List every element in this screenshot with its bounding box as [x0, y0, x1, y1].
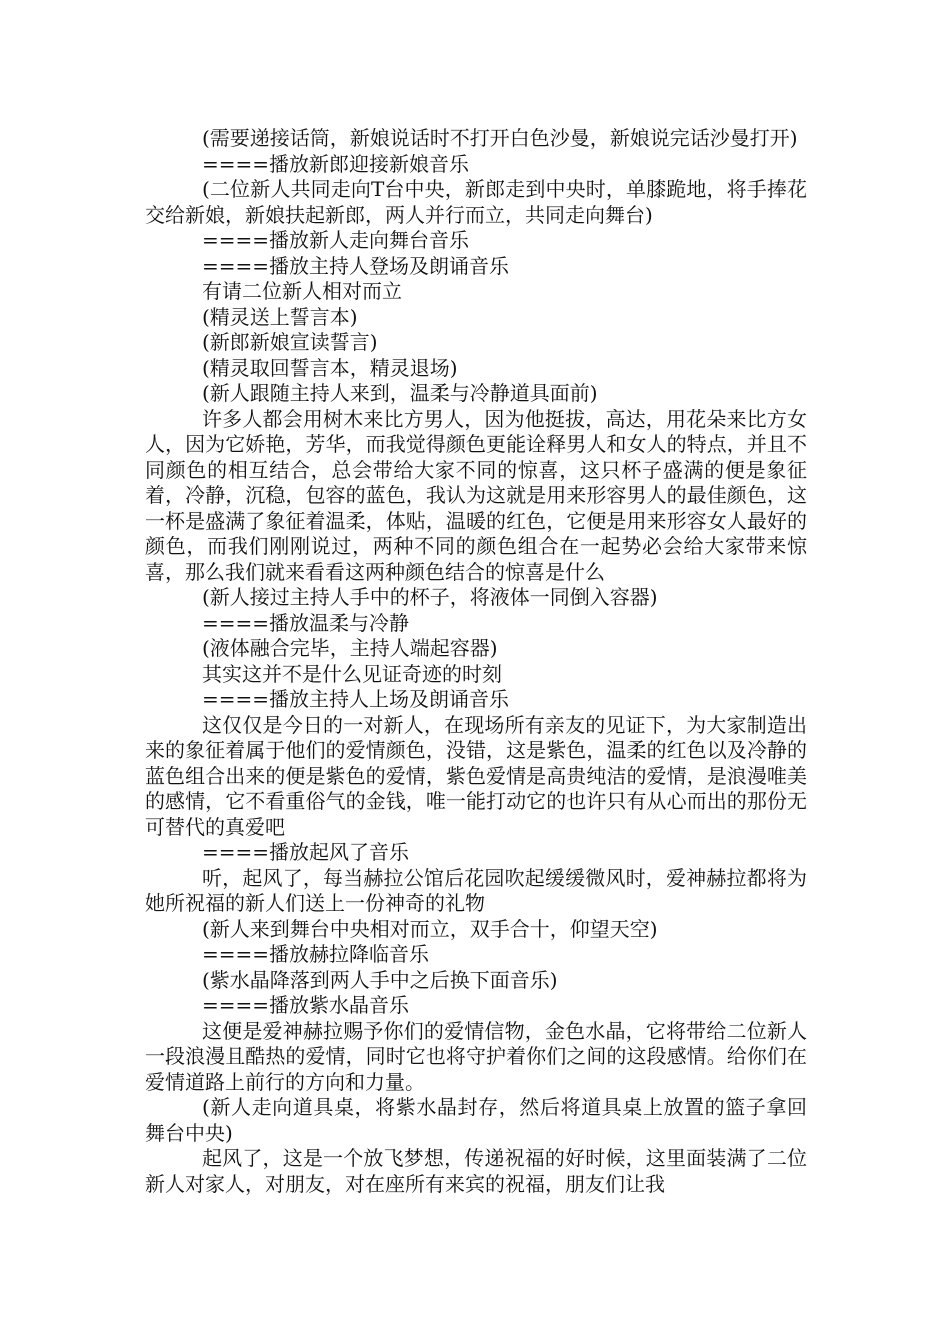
paragraph: (新人接过主持人手中的杯子，将液体一同倒入容器): [202, 585, 658, 609]
paragraph: 其实这并不是什么见证奇迹的时刻: [202, 661, 502, 686]
paragraph: ====播放主持人登场及朗诵音乐: [202, 253, 510, 278]
paragraph: (二位新人共同走向T台中央，新郎走到中央时，单膝跪地，将手捧花交给新娘，新娘扶起新郎，两人并行而立，共同走向舞台): [145, 177, 807, 227]
paragraph: ====播放紫水晶音乐: [202, 993, 410, 1017]
paragraph: (紫水晶降落到两人手中之后换下面音乐): [202, 967, 558, 992]
paragraph: 听，起风了，每当赫拉公馆后花园吹起缓缓微风时，爱神赫拉都将为她所祝福的新人们送上一份神奇的礼物: [145, 865, 807, 915]
paragraph: 这仅仅是今日的一对新人，在现场所有亲友的见证下，为大家制造出来的象征着属于他们的爱情颜色，没错，这是紫色，温柔的红色以及冷静的蓝色组合出来的便是紫色的爱情，紫色爱情是高贵纯洁的爱情，是浪漫唯美的感情，它不看重俗气的金钱，唯一能打动它的也许只有从心而出的那份无可替代的真爱吧: [145, 712, 807, 839]
paragraph: ====播放赫拉降临音乐: [202, 942, 430, 966]
document-page: [145, 126, 807, 1197]
paragraph: (精灵取回誓言本，精灵退场): [202, 355, 458, 380]
paragraph: 有请二位新人相对而立: [202, 279, 402, 303]
paragraph: ====播放温柔与冷静: [202, 610, 410, 635]
paragraph: (新郎新娘宣读誓言): [202, 330, 378, 354]
paragraph: (新人跟随主持人来到，温柔与冷静道具面前): [202, 381, 598, 405]
paragraph: ====播放起风了音乐: [202, 840, 410, 864]
paragraph: (新人来到舞台中央相对而立，双手合十，仰望天空): [202, 916, 658, 941]
paragraph: (液体融合完毕，主持人端起容器): [202, 636, 498, 660]
paragraph: (精灵送上誓言本): [202, 304, 358, 329]
paragraph: ====播放新人走向舞台音乐: [202, 228, 470, 252]
paragraph: ====播放主持人上场及朗诵音乐: [202, 687, 510, 711]
paragraph: 许多人都会用树木来比方男人，因为他挺拔，高达，用花朵来比方女人，因为它娇艳，芳华，而我觉得颜色更能诠释男人和女人的特点，并且不同颜色的相互结合，总会带给大家不同的惊喜，这只杯子盛满的便是象征着，冷静，沉稳，包容的蓝色，我认为这就是用来形容男人的最佳颜色，这一杯是盛满了象征着温柔，体贴，温暖的红色，它便是用来形容女人最好的颜色，而我们刚刚说过，两种不同的颜色组合在一起势必会给大家带来惊喜，那么我们就来看看这两种颜色结合的惊喜是什么: [145, 406, 807, 584]
paragraph: (需要递接话筒，新娘说话时不打开白色沙曼，新娘说完话沙曼打开): [202, 126, 798, 150]
paragraph: ====播放新郎迎接新娘音乐: [202, 151, 470, 176]
paragraph: 起风了，这是一个放飞梦想，传递祝福的好时候，这里面装满了二位新人对家人，对朋友，对在座所有来宾的祝福，朋友们让我: [145, 1146, 807, 1196]
paragraph: 这便是爱神赫拉赐予你们的爱情信物，金色水晶，它将带给二位新人一段浪漫且酷热的爱情，同时它也将守护着你们之间的这段感情。给你们在爱情道路上前行的方向和力量。: [145, 1018, 807, 1094]
paragraph: (新人走向道具桌，将紫水晶封存，然后将道具桌上放置的篮子拿回舞台中央): [145, 1095, 807, 1145]
